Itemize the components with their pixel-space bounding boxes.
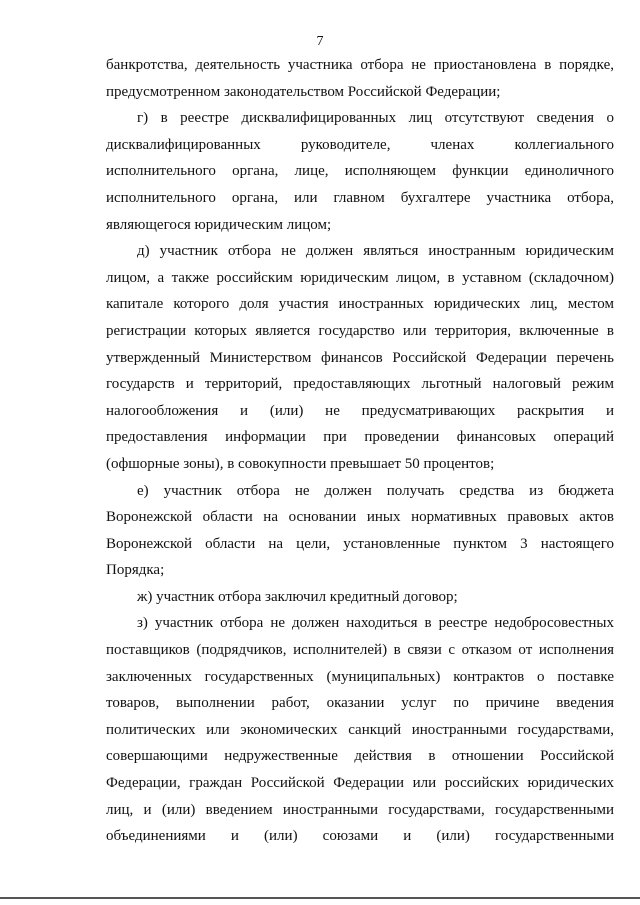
text-line: (офшорные зоны), в совокупности превышает 50 процентов; [106, 455, 495, 472]
text-line: Воронежской области на основании иных нормативных правовых актов [106, 509, 614, 526]
text-line: исполнительного органа, или главном бухгалтере участника отбора, [106, 189, 614, 206]
text-line: налогообложения и (или) не предусматривающих раскрытия и [106, 402, 614, 419]
text-line: ж) участник отбора заключил кредитный договор; [137, 588, 458, 605]
text-line: государств и территорий, предоставляющих льготный налоговый режим [106, 376, 614, 393]
text-line: политических или экономических санкций иностранными государствами, [106, 721, 614, 738]
text-line: совершающими недружественные действия в отношении Российской [106, 748, 614, 765]
text-line: е) участник отбора не должен получать средства из бюджета [137, 482, 614, 499]
text-line: г) в реестре дисквалифицированных лиц отсутствуют сведения о [137, 110, 614, 127]
page-bottom-rule [0, 897, 640, 899]
text-line: заключенных государственных (муниципальных) контрактов о поставке [106, 668, 614, 685]
text-line: д) участник отбора не должен являться иностранным юридическим [137, 243, 614, 260]
text-line: предоставления информации при проведении финансовых операций [106, 429, 614, 446]
text-line: Порядка; [106, 562, 165, 579]
page-number: 7 [316, 34, 324, 49]
text-line: лицом, а также российским юридическим лицом, в уставном (складочном) [106, 269, 614, 286]
text-line: Воронежской области на цели, установленные пунктом 3 настоящего [106, 535, 614, 552]
text-line: являющегося юридическим лицом; [106, 216, 332, 233]
text-line: товаров, выполнении работ, оказании услуг по причине введения [106, 695, 614, 712]
text-line: банкротства, деятельность участника отбора не приостановлена в порядке, [106, 57, 614, 73]
text-line: поставщиков (подрядчиков, исполнителей) в связи с отказом от исполнения [106, 642, 614, 659]
text-line: капитале которого доля участия иностранных юридических лиц, местом [106, 296, 614, 313]
text-line: объединениями и (или) союзами и (или) государственными [106, 828, 614, 845]
text-line: дисквалифицированных руководителе, членах коллегиального [106, 136, 614, 153]
text-line: лиц, и (или) введением иностранными государствами, государственными [106, 801, 614, 818]
text-line: утвержденный Министерством финансов Российской Федерации перечень [106, 349, 614, 366]
text-line: з) участник отбора не должен находиться в реестре недобросовестных [137, 615, 614, 632]
document-body [106, 52, 614, 850]
text-line: предусмотренном законодательством Российской Федерации; [106, 83, 501, 100]
text-line: исполнительного органа, лице, исполняющем функции единоличного [106, 163, 614, 180]
text-line: регистрации которых является государство или территория, включенные в [106, 322, 614, 339]
text-line: Федерации, граждан Российской Федерации или российских юридических [106, 775, 614, 792]
